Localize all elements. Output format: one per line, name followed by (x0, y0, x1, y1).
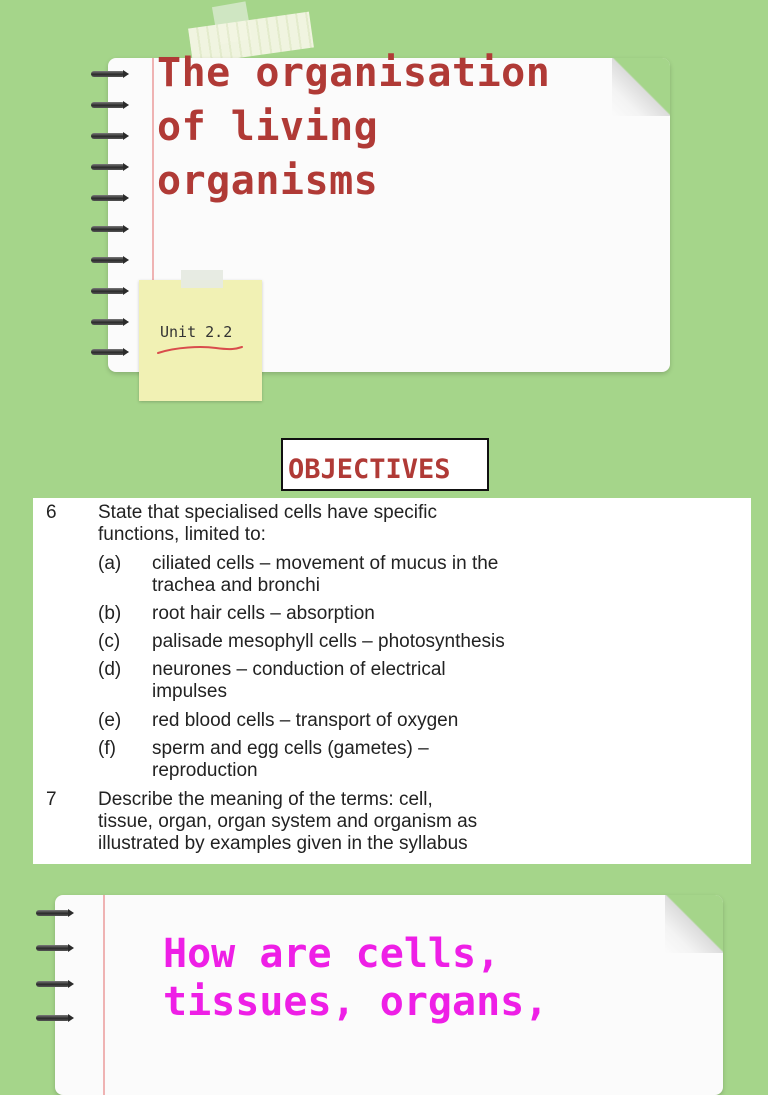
spiral-ring-icon (91, 132, 129, 140)
subitem-text: reproduction (152, 760, 258, 781)
objective-text: functions, limited to: (98, 524, 266, 545)
objective-text: illustrated by examples given in the syllabus (98, 833, 468, 854)
spiral-ring-icon (91, 256, 129, 264)
spiral-ring-icon (91, 101, 129, 109)
subitem-text: trachea and bronchi (152, 575, 320, 596)
title-line: of living (157, 104, 379, 150)
subitem-text: root hair cells – absorption (152, 603, 375, 624)
section-heading (163, 930, 548, 1026)
margin-line (103, 895, 105, 1095)
subitem-text: red blood cells – transport of oxygen (152, 710, 459, 731)
syllabus-panel (33, 498, 751, 864)
objective-text: Describe the meaning of the terms: cell, (98, 789, 433, 810)
tape-icon (181, 270, 223, 288)
subitem-letter: (b) (98, 603, 122, 624)
heading-line: tissues, organs, (163, 979, 549, 1025)
subitem-text: impulses (152, 681, 227, 702)
subitem-text: ciliated cells – movement of mucus in the (152, 553, 499, 574)
subitem-text: palisade mesophyll cells – photosynthesis (152, 631, 505, 652)
subitem-text: neurones – conduction of electrical (152, 659, 446, 680)
squiggle-underline-icon (156, 343, 246, 357)
spiral-ring-icon (91, 163, 129, 171)
objective-number: 6 (46, 502, 57, 523)
spiral-ring-icon (36, 1014, 74, 1022)
objective-number: 7 (46, 789, 57, 810)
subitem-letter: (e) (98, 710, 122, 731)
page-curl-icon (612, 58, 670, 116)
page-curl-icon (665, 895, 723, 953)
objective-text: tissue, organ, organ system and organism as (98, 811, 478, 832)
page-title (157, 46, 617, 208)
subitem-letter: (c) (98, 631, 121, 652)
objective-text: State that specialised cells have specific (98, 502, 438, 523)
spiral-ring-icon (91, 348, 129, 356)
spiral-ring-icon (91, 287, 129, 295)
spiral-ring-icon (91, 318, 129, 326)
subitem-letter: (a) (98, 553, 122, 574)
objectives-heading: OBJECTIVES (288, 454, 451, 485)
subitem-letter: (d) (98, 659, 122, 680)
title-line: The organisation (157, 50, 551, 96)
spiral-ring-icon (91, 225, 129, 233)
spiral-ring-icon (36, 944, 74, 952)
heading-line: How are cells, (163, 931, 501, 977)
spiral-ring-icon (36, 980, 74, 988)
spiral-ring-icon (91, 70, 129, 78)
subitem-letter: (f) (98, 738, 116, 759)
subitem-text: sperm and egg cells (gametes) – (152, 738, 429, 759)
unit-label: Unit 2.2 (160, 323, 233, 341)
spiral-ring-icon (36, 909, 74, 917)
spiral-ring-icon (91, 194, 129, 202)
title-line: organisms (157, 158, 379, 204)
